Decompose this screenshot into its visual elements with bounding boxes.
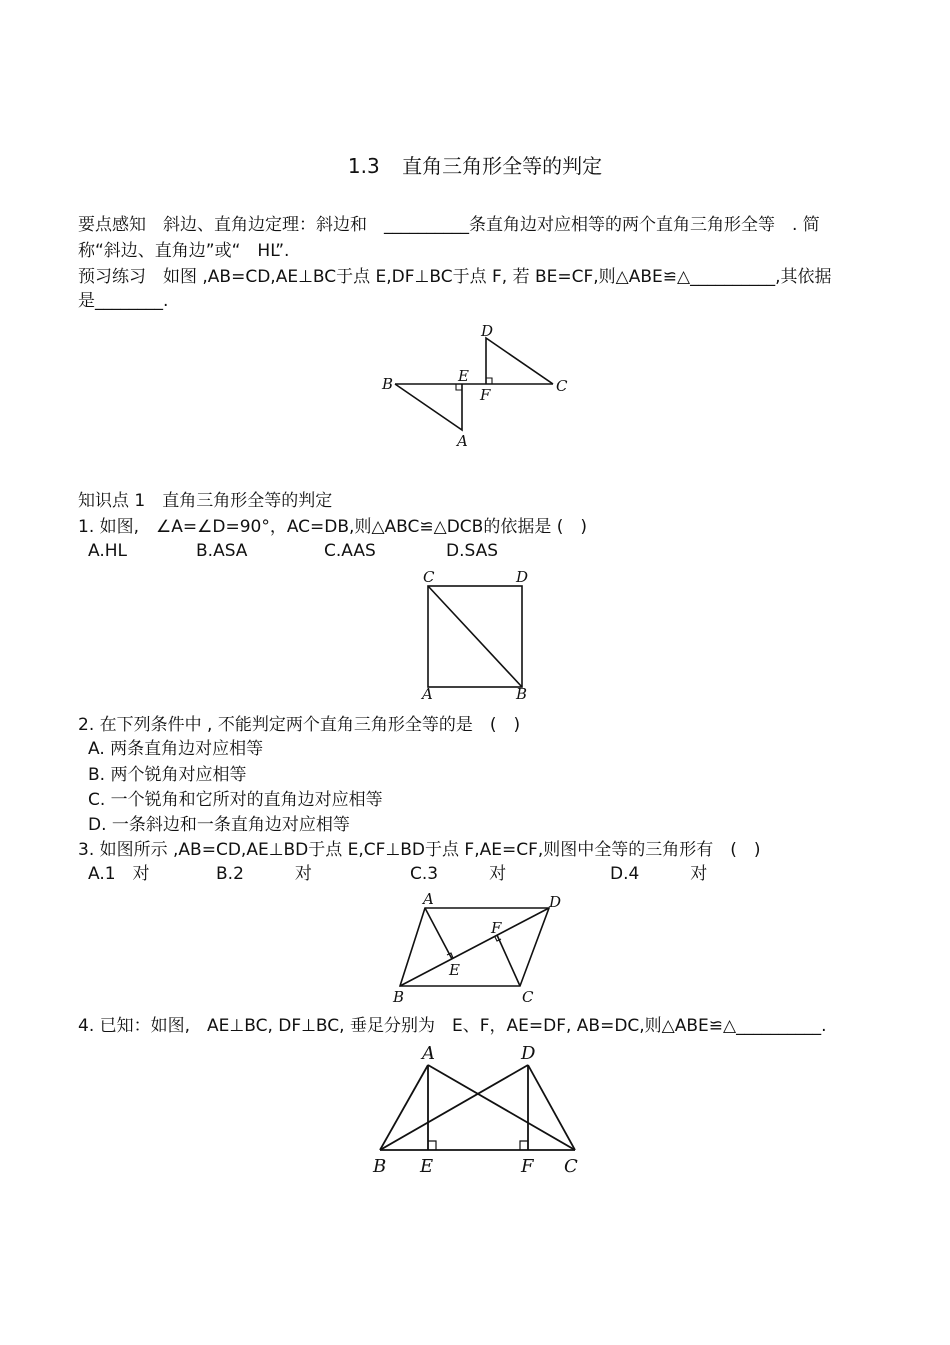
label-c: C: [522, 988, 534, 1006]
segment-ae: [425, 908, 452, 959]
q1-stem: 1. 如图, ∠A=∠D=90°，AC=DB,则△ABC≌△DCB的依据是 ( ): [78, 517, 587, 537]
q1-figure: [410, 565, 540, 705]
q1-option-a: A.HL: [88, 541, 127, 561]
label-b: B: [382, 375, 394, 393]
diagonal-bd: [400, 908, 549, 986]
preview-line2: 是________.: [78, 291, 169, 311]
label-b: B: [393, 988, 405, 1006]
q3-option-a: A.1 对: [88, 864, 150, 884]
triangle-abe: [395, 384, 462, 430]
page-title: [0, 150, 950, 179]
right-angle-f: [486, 378, 492, 384]
q1-option-b: B.ASA: [196, 541, 248, 561]
segment-ac: [428, 1065, 575, 1150]
q3-figure: [385, 888, 570, 1008]
triangle-dfc: [486, 338, 553, 384]
title-text: 直角三角形全等的判定: [402, 154, 603, 178]
diagonal-cb: [428, 586, 522, 687]
label-e: E: [458, 367, 469, 385]
q3-option-d: D.4 对: [610, 864, 708, 884]
label-a: A: [422, 685, 433, 703]
label-b: B: [516, 685, 528, 703]
segment-db: [380, 1065, 528, 1150]
q3-stem: 3. 如图所示 ,AB=CD,AE⊥BD于点 E,CF⊥BD于点 F,AE=CF,则图中全等的三角形有 ( ): [78, 840, 761, 860]
q4-stem: 4. 已知：如图, AE⊥BC, DF⊥BC, 垂足分别为 E、F，AE=DF, AB=DC,则△ABE≌△__________.: [78, 1016, 827, 1036]
q2-option-a: A. 两条直角边对应相等: [88, 739, 264, 759]
title-number: 1.3: [347, 154, 380, 178]
label-f: F: [521, 1156, 534, 1177]
label-a: A: [457, 432, 468, 450]
label-f: F: [480, 386, 491, 404]
label-a: A: [422, 1043, 435, 1064]
q2-stem: 2. 在下列条件中 , 不能判定两个直角三角形全等的是 ( ): [78, 715, 521, 735]
label-e: E: [449, 961, 460, 979]
label-d: D: [481, 322, 494, 340]
label-c: C: [564, 1156, 578, 1177]
label-e: E: [420, 1156, 434, 1177]
key-points-line1: 要点感知 斜边、直角边定理：斜边和 __________条直角边对应相等的两个直角三角形全等 . 简: [78, 215, 820, 235]
segment-cf: [497, 935, 520, 986]
label-c: C: [556, 377, 568, 395]
q2-option-b: B. 两个锐角对应相等: [88, 765, 247, 785]
key-points-line2: 称“斜边、直角边”或“ HL”.: [78, 241, 290, 261]
q3-option-c: C.3 对: [410, 864, 507, 884]
preview-line1: 预习练习 如图 ,AB=CD,AE⊥BC于点 E,DF⊥BC于点 F, 若 BE=CF,则△ABE≌△__________,其依据: [78, 267, 832, 287]
q2-option-c: C. 一个锐角和它所对的直角边对应相等: [88, 790, 383, 810]
label-d: D: [516, 568, 529, 586]
section1-title: 知识点 1 直角三角形全等的判定: [78, 491, 333, 511]
q4-figure: [370, 1040, 590, 1180]
q1-option-d: D.SAS: [446, 541, 499, 561]
label-c: C: [423, 568, 435, 586]
preview-figure: [370, 320, 580, 455]
right-angle-f: [520, 1141, 528, 1150]
q1-option-c: C.AAS: [324, 541, 376, 561]
q2-option-d: D. 一条斜边和一条直角边对应相等: [88, 815, 350, 835]
right-angle-e: [428, 1141, 436, 1150]
label-d: D: [521, 1043, 536, 1064]
label-b: B: [373, 1156, 387, 1177]
q3-option-b: B.2 对: [216, 864, 312, 884]
label-d: D: [549, 893, 562, 911]
label-a: A: [423, 890, 434, 908]
label-f: F: [491, 919, 502, 937]
